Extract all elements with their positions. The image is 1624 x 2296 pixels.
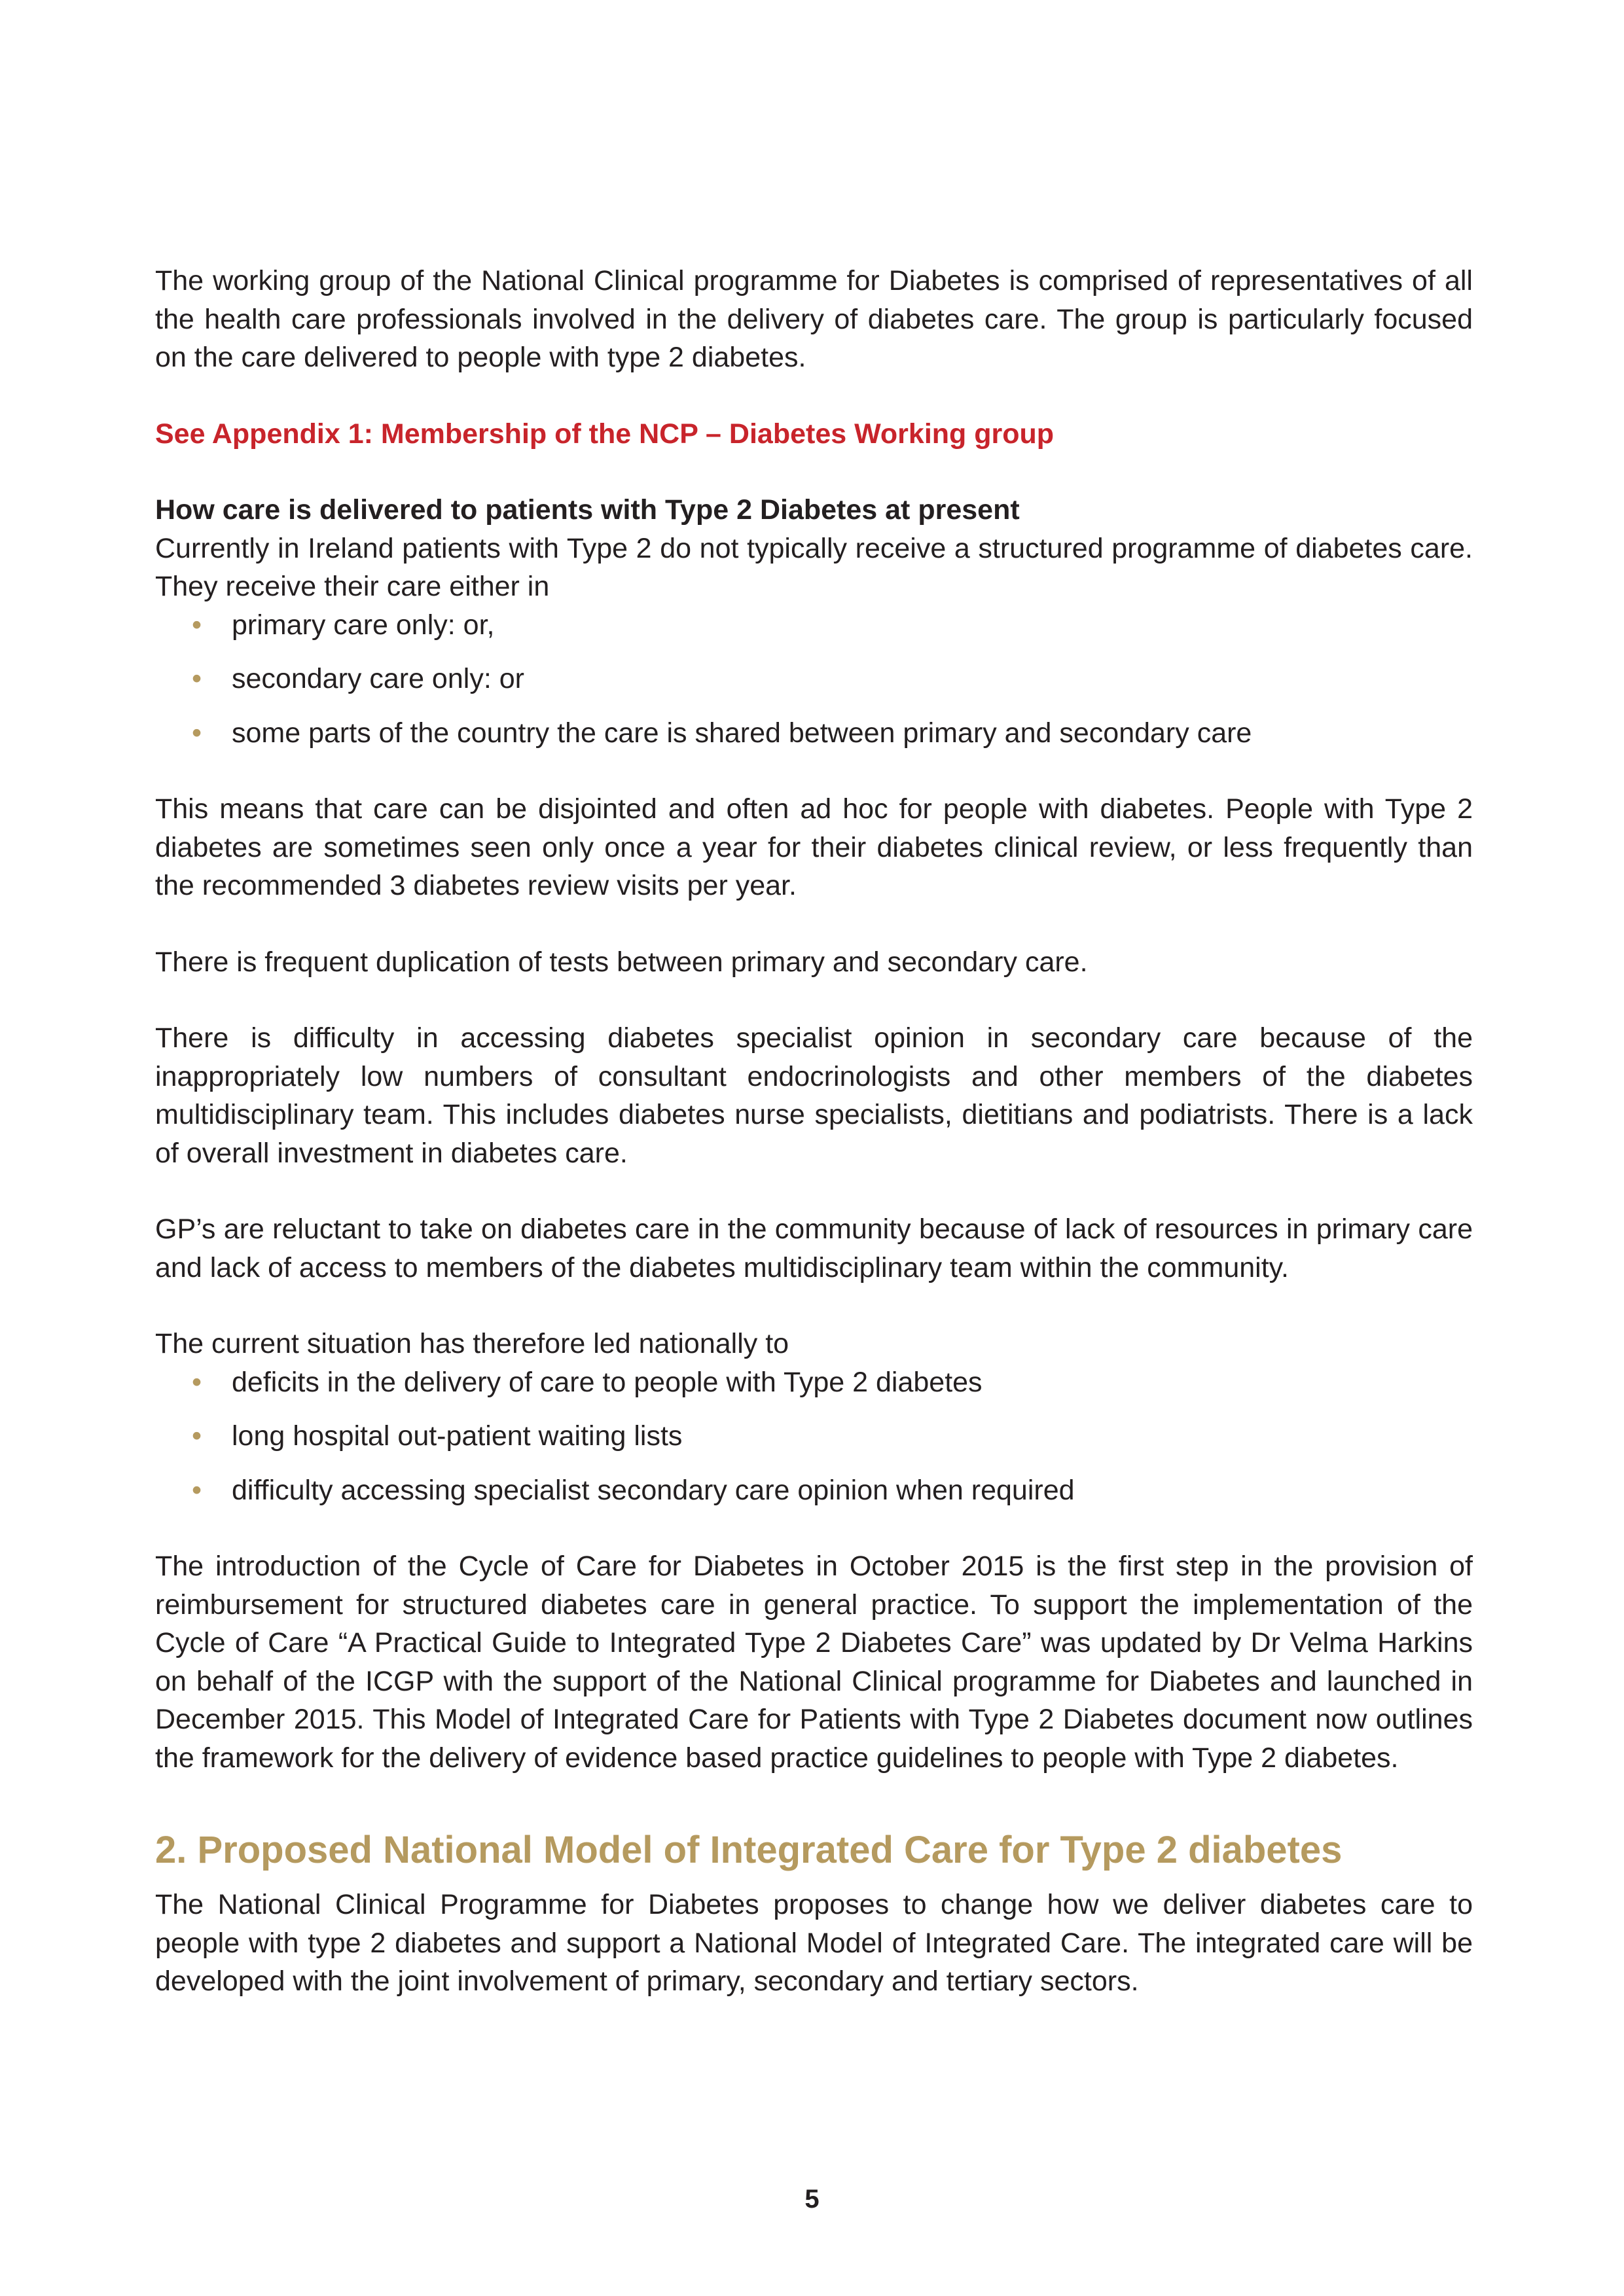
gp-reluctance-paragraph: GP’s are reluctant to take on diabetes care in the community because of lack of resources in primary care and lack of access to members of the diabetes multidisciplinary team within the community. xyxy=(155,1213,1473,1283)
list-item xyxy=(155,606,1473,645)
intro-paragraph: The working group of the National Clinical programme for Diabetes is comprised of representatives of all the health care professionals involved in the delivery of diabetes care. The group is particularly focused on the care delivered to people with type 2 diabetes. xyxy=(155,265,1473,373)
present-care-heading: How care is delivered to patients with Type 2 Diabetes at present xyxy=(155,494,1020,526)
list-item-text: secondary care only: or xyxy=(232,663,524,694)
list-item-text: primary care only: or, xyxy=(232,609,495,641)
deficits-list xyxy=(155,1363,1473,1510)
care-settings-list xyxy=(155,606,1473,753)
list-item xyxy=(155,660,1473,698)
duplication-paragraph: There is frequent duplication of tests between primary and secondary care. xyxy=(155,946,1088,978)
list-item-text: long hospital out-patient waiting lists xyxy=(232,1420,683,1452)
page-number: 5 xyxy=(804,2185,820,2214)
specialist-access-paragraph: There is difficulty in accessing diabetes specialist opinion in secondary care because of the inappropriately low numbers of consultant endocrinologists and other members of the diabetes multidisciplinary team. This includes diabetes nurse specialists, dietitians and podiatrists. There is a lack of overall investment in diabetes care. xyxy=(155,1022,1473,1169)
bullet-icon: • xyxy=(192,1474,202,1506)
document-page xyxy=(155,262,1473,2001)
bullet-icon: • xyxy=(192,717,202,749)
disjointed-care-paragraph: This means that care can be disjointed and often ad hoc for people with diabetes. People with Type 2 diabetes are sometimes seen only once a year for their diabetes clinical review, or less frequently than the recommended 3 diabetes review visits per year. xyxy=(155,793,1473,901)
bullet-icon: • xyxy=(192,1420,202,1452)
bullet-icon: • xyxy=(192,609,202,641)
list-item xyxy=(155,1363,1473,1402)
list-item xyxy=(155,714,1473,753)
list-item-text: deficits in the delivery of care to people with Type 2 diabetes xyxy=(232,1366,983,1398)
appendix-link[interactable]: See Appendix 1: Membership of the NCP – Diabetes Working group xyxy=(155,418,1055,450)
bullet-icon: • xyxy=(192,1366,202,1398)
list-item-text: difficulty accessing specialist secondary care opinion when required xyxy=(232,1474,1075,1506)
present-care-paragraph: Currently in Ireland patients with Type 2 do not typically receive a structured programme of diabetes care. They receive their care either in xyxy=(155,532,1473,602)
current-situation-paragraph: The current situation has therefore led nationally to xyxy=(155,1328,789,1359)
list-item xyxy=(155,1417,1473,1456)
section-2-paragraph: The National Clinical Programme for Diabetes proposes to change how we deliver diabetes care to people with type 2 diabetes and support a National Model of Integrated Care. The integrated care will be developed with the joint involvement of primary, secondary and tertiary sectors. xyxy=(155,1889,1473,1997)
list-item-text: some parts of the country the care is shared between primary and secondary care xyxy=(232,717,1252,749)
cycle-of-care-paragraph: The introduction of the Cycle of Care for Diabetes in October 2015 is the first step in the provision of reimbursement for structured diabetes care in general practice. To support the implementation of the Cycle of Care “A Practical Guide to Integrated Type 2 Diabetes Care” was updated by Dr Velma Harkins on behalf of the ICGP with the support of the National Clinical programme for Diabetes and launched in December 2015. This Model of Integrated Care for Patients with Type 2 Diabetes document now outlines the framework for the delivery of evidence based practice guidelines to people with Type 2 diabetes. xyxy=(155,1551,1473,1774)
section-2-heading: 2. Proposed National Model of Integrated Care for Type 2 diabetes xyxy=(155,1829,1343,1871)
list-item xyxy=(155,1471,1473,1510)
bullet-icon: • xyxy=(192,663,202,694)
